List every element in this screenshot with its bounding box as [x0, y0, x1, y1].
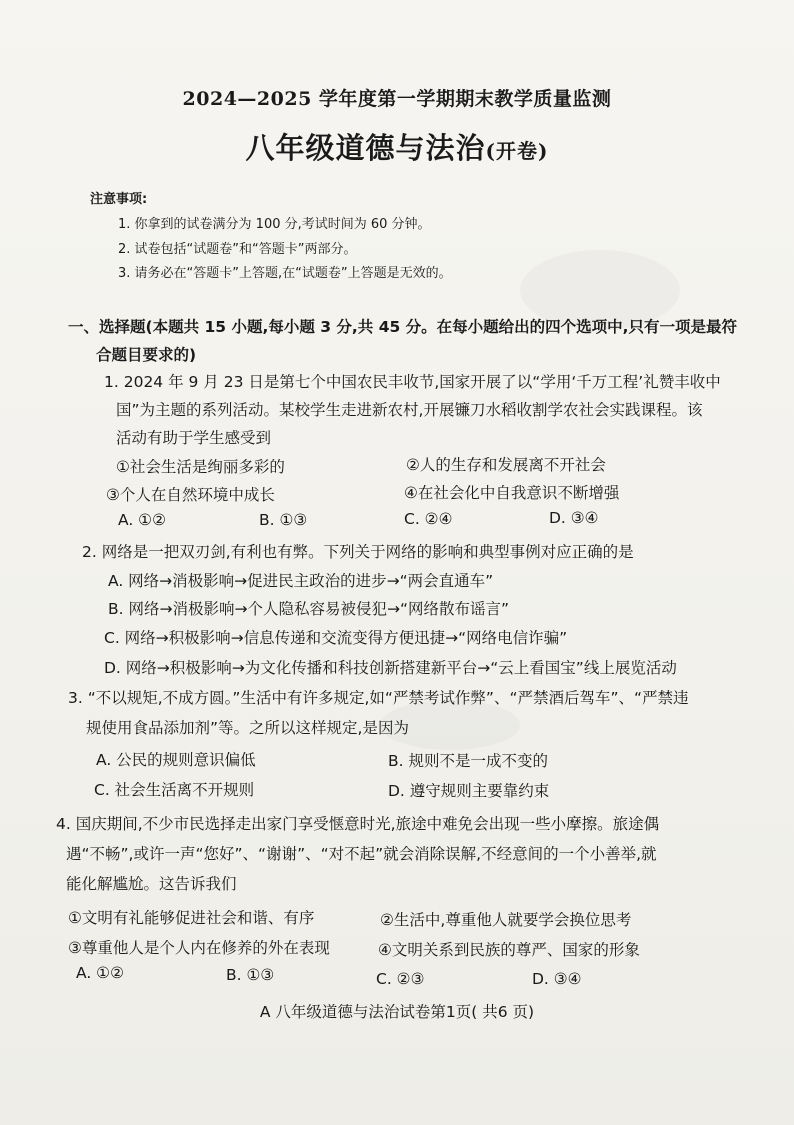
- question-2-option-a: A. 网络→消极影响→促进民主政治的进步→“两会直通车”: [108, 572, 494, 590]
- question-4-stem-cont: 能化解尴尬。这告诉我们: [66, 875, 237, 893]
- question-2-stem: 2. 网络是一把双刃剑,有利也有弊。下列关于网络的影响和典型事例对应正确的是: [82, 543, 634, 561]
- question-3-option-a: A. 公民的规则意识偏低: [96, 751, 256, 769]
- question-4-statement-2: ②生活中,尊重他人就要学会换位思考: [380, 911, 632, 929]
- page-footer: A 八年级道德与法治试卷第1页( 共6 页): [259, 1003, 535, 1021]
- question-4-statement-4: ④文明关系到民族的尊严、国家的形象: [378, 941, 640, 959]
- question-1-option-d: D. ③④: [549, 509, 599, 527]
- question-1-statement-3: ③个人在自然环境中成长: [106, 486, 275, 504]
- question-3-stem: 3. “不以规矩,不成方圆。”生活中有许多规定,如“严禁考试作弊”、“严禁酒后驾车”、“严禁违: [68, 689, 689, 707]
- question-4-option-d: D. ③④: [532, 970, 582, 988]
- question-4-stem-cont: 遇“不畅”,或许一声“您好”、“谢谢”、“对不起”就会消除误解,不经意间的一个小善举,就: [66, 845, 657, 863]
- question-2-option-c: C. 网络→积极影响→信息传递和交流变得方便迅捷→“网络电信诈骗”: [104, 629, 568, 647]
- question-4-option-b: B. ①③: [226, 966, 275, 984]
- section-heading: 一、选择题(本题共 15 小题,每小题 3 分,共 45 分。在每小题给出的四个选项中,只有一项是最符: [68, 318, 738, 336]
- notice-item: 1. 你拿到的试卷满分为 100 分,考试时间为 60 分钟。: [118, 217, 431, 232]
- section-heading-cont: 合题目要求的): [96, 346, 197, 364]
- question-1-option-c: C. ②④: [404, 510, 453, 528]
- question-4-statement-1: ①文明有礼能够促进社会和谐、有序: [68, 909, 315, 927]
- notice-item: 3. 请务必在“答题卡”上答题,在“试题卷”上答题是无效的。: [118, 266, 452, 281]
- question-1-option-a: A. ①②: [118, 511, 166, 529]
- question-1-statement-4: ④在社会化中自我意识不断增强: [404, 484, 620, 502]
- question-4-stem: 4. 国庆期间,不少市民选择走出家门享受惬意时光,旅途中难免会出现一些小摩擦。旅途偶: [56, 815, 660, 833]
- question-1-statement-1: ①社会生活是绚丽多彩的: [116, 458, 285, 476]
- question-1-option-b: B. ①③: [259, 511, 308, 529]
- question-1-stem-cont: 国”为主题的系列活动。某校学生走进新农村,开展镰刀水稻收割学农社会实践课程。该: [116, 401, 703, 419]
- question-1-stem-cont: 活动有助于学生感受到: [116, 429, 272, 447]
- question-4-option-c: C. ②③: [376, 970, 425, 988]
- subject-name: 八年级道德与法治: [245, 131, 486, 165]
- question-4-statement-3: ③尊重他人是个人内在修养的外在表现: [68, 939, 330, 957]
- question-3-option-d: D. 遵守规则主要靠约束: [388, 782, 550, 800]
- question-1-statement-2: ②人的生存和发展离不开社会: [406, 456, 606, 474]
- exam-subject-title: [0, 126, 794, 167]
- question-1-stem: 1. 2024 年 9 月 23 日是第七个中国农民丰收节,国家开展了以“学用‘千万工程’礼赞丰收中: [104, 373, 721, 391]
- exam-session-title: 2024—2025 学年度第一学期期末教学质量监测: [182, 88, 612, 110]
- exam-mode-label: (开卷): [485, 139, 549, 163]
- question-2-option-b: B. 网络→消极影响→个人隐私容易被侵犯→“网络散布谣言”: [108, 600, 510, 618]
- question-3-stem-cont: 规使用食品添加剂”等。之所以这样规定,是因为: [86, 719, 409, 737]
- notice-item: 2. 试卷包括“试题卷”和“答题卡”两部分。: [118, 242, 357, 257]
- question-4-option-a: A. ①②: [76, 964, 124, 982]
- question-2-option-d: D. 网络→积极影响→为文化传播和科技创新搭建新平台→“云上看国宝”线上展览活动: [104, 659, 677, 677]
- notice-title: 注意事项:: [90, 192, 148, 207]
- question-3-option-b: B. 规则不是一成不变的: [388, 752, 548, 770]
- question-3-option-c: C. 社会生活离不开规则: [94, 781, 255, 799]
